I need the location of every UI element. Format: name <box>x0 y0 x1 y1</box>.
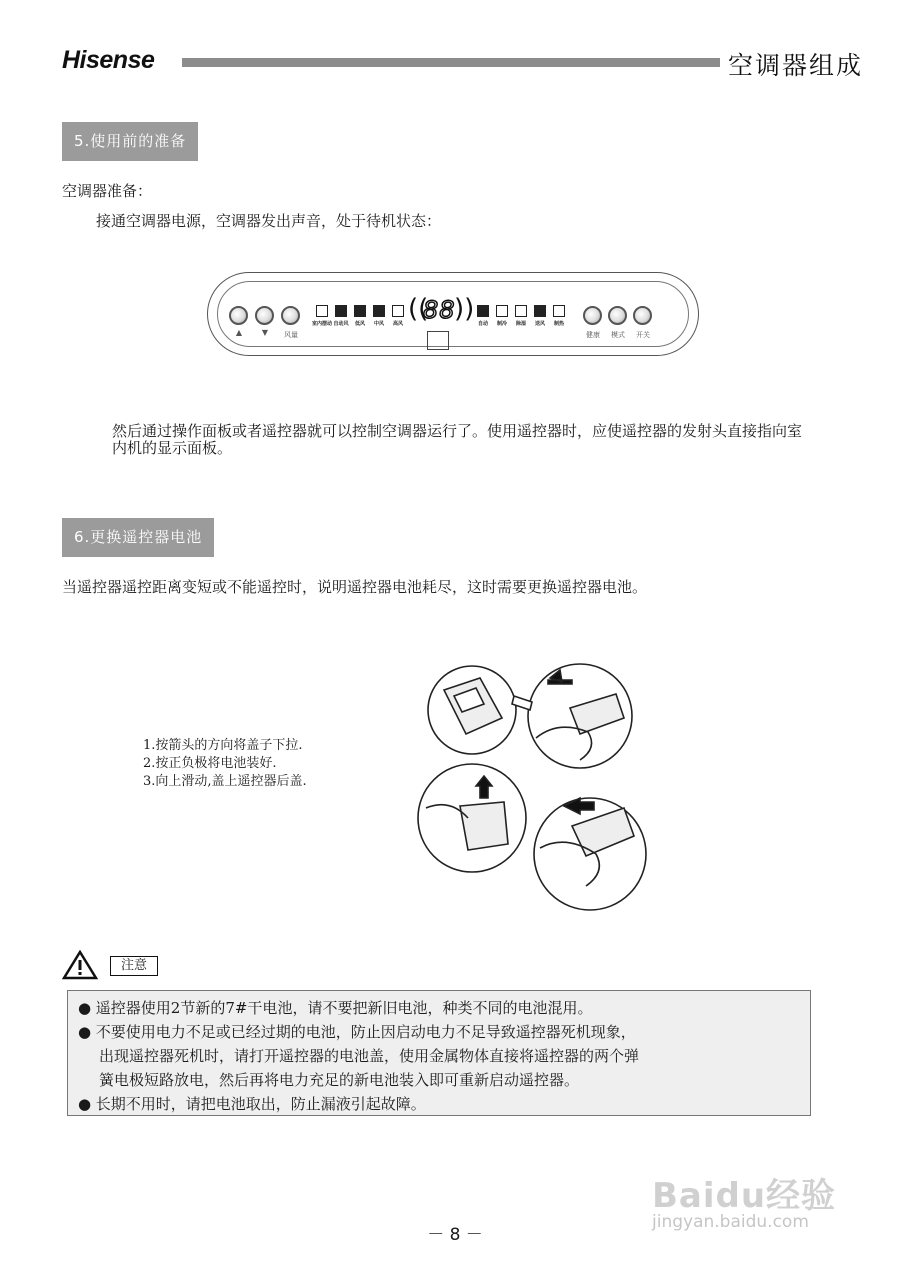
down-button-icon <box>255 306 274 325</box>
fan-only-label: 送风 <box>534 321 545 327</box>
cool-icon <box>496 305 508 317</box>
auto-fan-icon <box>335 305 347 317</box>
power-button-icon <box>633 306 652 325</box>
step-3: 3.向上滑动,盖上遥控器后盖. <box>143 774 307 789</box>
high-fan-icon <box>392 305 404 317</box>
down-label: ▼ <box>261 328 269 337</box>
cool-label: 制冷 <box>496 321 507 327</box>
step-2: 2.按正负极将电池装好. <box>143 756 277 771</box>
watermark-url: jingyan.baidu.com <box>652 1212 809 1232</box>
warning-icon <box>62 950 98 980</box>
swing-icon <box>316 305 328 317</box>
auto-mode-label: 自动 <box>477 321 488 327</box>
display-bracket-left-icon: (( <box>408 294 429 324</box>
up-label: ▲ <box>235 328 243 337</box>
operation-text: 然后通过操作面板或者遥控器就可以控制空调器运行了。使用遥控器时，应使遥控器的发射头直接指向室内机的显示面板。 <box>112 422 803 457</box>
notice-label: 注意 <box>110 956 158 976</box>
health-label: 健康 <box>586 331 600 339</box>
mode-label: 模式 <box>611 331 625 339</box>
up-button-icon <box>229 306 248 325</box>
temperature-display: 88 <box>423 296 456 324</box>
high-fan-label: 高风 <box>392 321 403 327</box>
display-bracket-right-icon: )) <box>454 294 475 324</box>
fan-speed-button-icon <box>281 306 300 325</box>
header-divider <box>182 58 720 67</box>
low-fan-label: 低风 <box>354 321 365 327</box>
section-5-heading: 5.使用前的准备 <box>62 122 198 161</box>
auto-mode-icon <box>477 305 489 317</box>
swing-label: 室内摆动 <box>311 321 332 327</box>
health-button-icon <box>583 306 602 325</box>
notice-item-1: ● 遥控器使用2节新的7#干电池，请不要把新旧电池，种类不同的电池混用。 <box>78 999 593 1017</box>
heat-label: 制热 <box>553 321 564 327</box>
battery-steps <box>143 737 307 791</box>
step-1: 1.按箭头的方向将盖子下拉. <box>143 738 303 753</box>
notice-item-3: ● 长期不用时，请把电池取出，防止漏液引起故障。 <box>78 1095 426 1113</box>
battery-replacement-illustration <box>410 658 650 914</box>
mid-fan-icon <box>373 305 385 317</box>
mid-fan-label: 中风 <box>373 321 384 327</box>
page-title: 空调器组成 <box>728 51 864 80</box>
battery-intro-text: 当遥控器遥控距离变短或不能遥控时，说明遥控器电池耗尽，这时需要更换遥控器电池。 <box>62 578 648 596</box>
watermark-logo: Baidu经验 <box>652 1176 837 1216</box>
mode-button-icon <box>608 306 627 325</box>
page-number: － 8 － <box>427 1225 483 1245</box>
ac-prep-heading: 空调器准备： <box>62 182 153 200</box>
auto-fan-label: 自动风 <box>333 321 349 327</box>
heat-icon <box>553 305 565 317</box>
ac-prep-text: 接通空调器电源，空调器发出声音，处于待机状态： <box>96 212 442 230</box>
low-fan-icon <box>354 305 366 317</box>
section-6-heading: 6.更换遥控器电池 <box>62 518 214 557</box>
notice-item-2-cont2: 簧电极短路放电，然后再将电力充足的新电池装入即可重新启动遥控器。 <box>99 1071 580 1089</box>
notice-item-2-cont: 出现遥控器死机时，请打开遥控器的电池盖，使用金属物体直接将遥控器的两个弹 <box>99 1047 640 1065</box>
dry-icon <box>515 305 527 317</box>
power-label: 开关 <box>636 331 650 339</box>
fan-only-icon <box>534 305 546 317</box>
brand-logo: Hisense <box>62 46 155 74</box>
dry-label: 除湿 <box>515 321 526 327</box>
fan-speed-label: 风量 <box>284 331 298 339</box>
receiver-window <box>427 331 449 350</box>
notice-item-2: ● 不要使用电力不足或已经过期的电池，防止因启动电力不足导致遥控器死机现象， <box>78 1023 636 1041</box>
